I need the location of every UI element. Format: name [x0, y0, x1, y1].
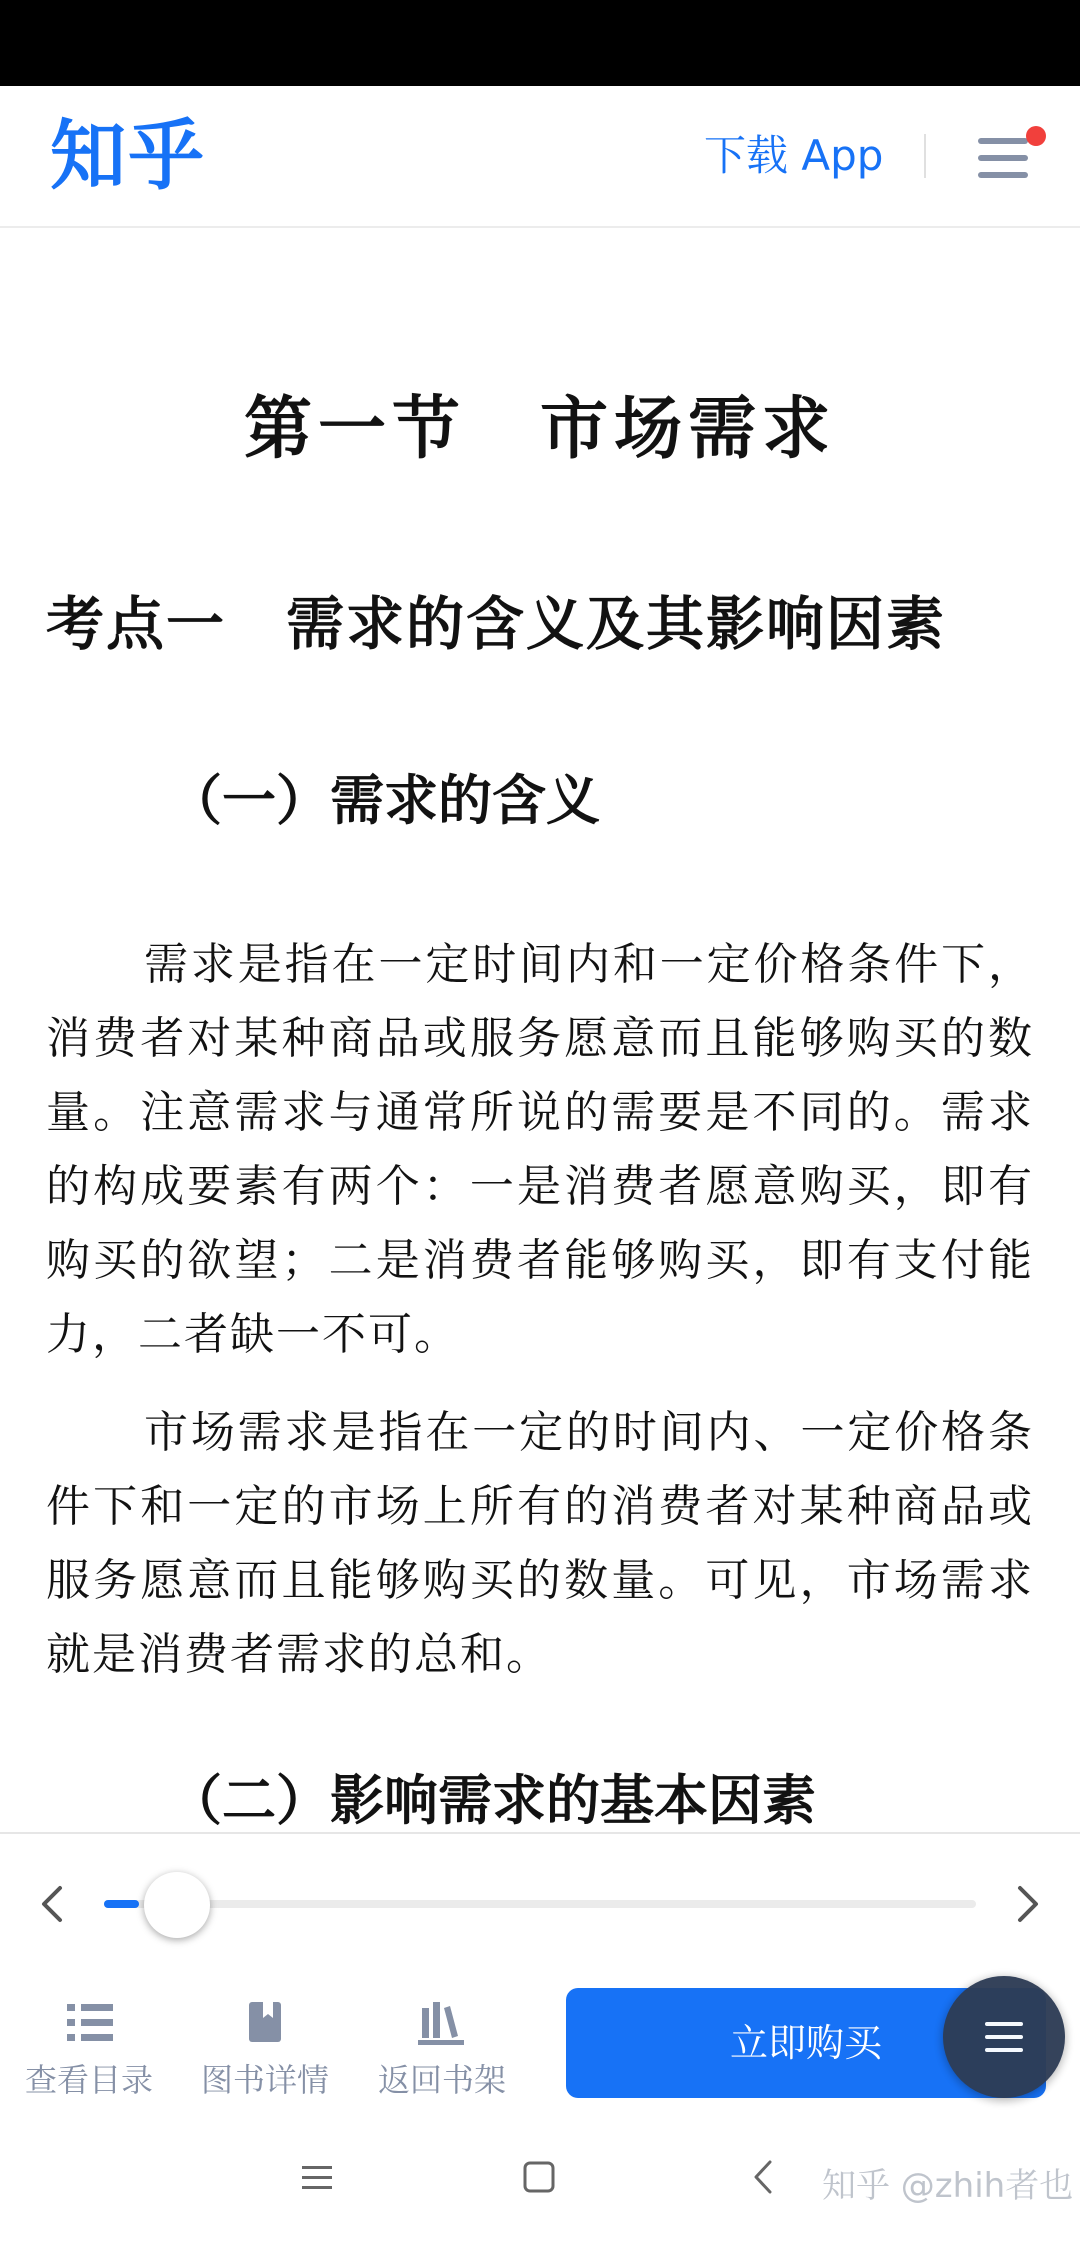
- chevron-right-icon[interactable]: [1002, 1874, 1052, 1934]
- floating-menu-button[interactable]: [943, 1976, 1065, 2098]
- kaodian-title: 考点一 需求的含义及其影响因素: [46, 590, 947, 658]
- download-app-link[interactable]: 下载 App: [704, 131, 884, 180]
- book-icon: [180, 1994, 350, 2050]
- paragraph-market-demand: 市场需求是指在一定的时间内、一定价格条件下和一定的市场上所有的消费者对某种商品或服务愿意而且能够购买的数量。可见，市场需求就是消费者需求的总和。: [46, 1407, 1034, 1680]
- recent-apps-icon[interactable]: [292, 2152, 342, 2202]
- notification-dot: [1026, 126, 1046, 146]
- watermark: 知乎 @zhih者也: [822, 2166, 1074, 2206]
- book-details-button[interactable]: [180, 1994, 350, 2102]
- zhihu-logo[interactable]: 知乎: [50, 111, 206, 200]
- site-header: [0, 86, 1080, 228]
- progress-slider[interactable]: [104, 1900, 976, 1908]
- bookshelf-button[interactable]: [357, 1994, 527, 2102]
- toc-label: 查看目录: [24, 2061, 153, 2099]
- reader-toolbar: [0, 1832, 1080, 2112]
- back-icon[interactable]: [740, 2152, 790, 2202]
- home-icon[interactable]: [514, 2152, 564, 2202]
- system-nav-bar: [0, 2112, 1080, 2244]
- book-details-label: 图书详情: [200, 2061, 329, 2099]
- reading-content: [0, 228, 1080, 1832]
- paragraph-demand-definition: 需求是指在一定时间内和一定价格条件下，消费者对某种商品或服务愿意而且能够购买的数量。注意需求与通常所说的需要是不同的。需求的构成要素有两个：一是消费者愿意购买，即有购买的欲望；二是消费者能够购买，即有支付能力，二者缺一不可。: [46, 939, 1034, 1360]
- section-title-demand-meaning: （一）需求的含义: [168, 769, 600, 832]
- toc-button[interactable]: [4, 1994, 174, 2102]
- chevron-left-icon[interactable]: [28, 1874, 78, 1934]
- list-icon: [4, 1994, 174, 2050]
- header-divider: [924, 134, 926, 178]
- buy-now-button[interactable]: 立即购买: [566, 1988, 1046, 2098]
- progress-fill: [104, 1900, 139, 1908]
- status-bar: [0, 0, 1080, 86]
- chapter-title: 第一节 市场需求: [243, 390, 836, 469]
- bookshelf-icon: [357, 1994, 527, 2050]
- bookshelf-label: 返回书架: [377, 2061, 506, 2099]
- section-title-demand-factors: （二）影响需求的基本因素: [168, 1769, 816, 1832]
- progress-thumb[interactable]: [144, 1872, 210, 1938]
- hamburger-menu-icon[interactable]: [974, 134, 1030, 182]
